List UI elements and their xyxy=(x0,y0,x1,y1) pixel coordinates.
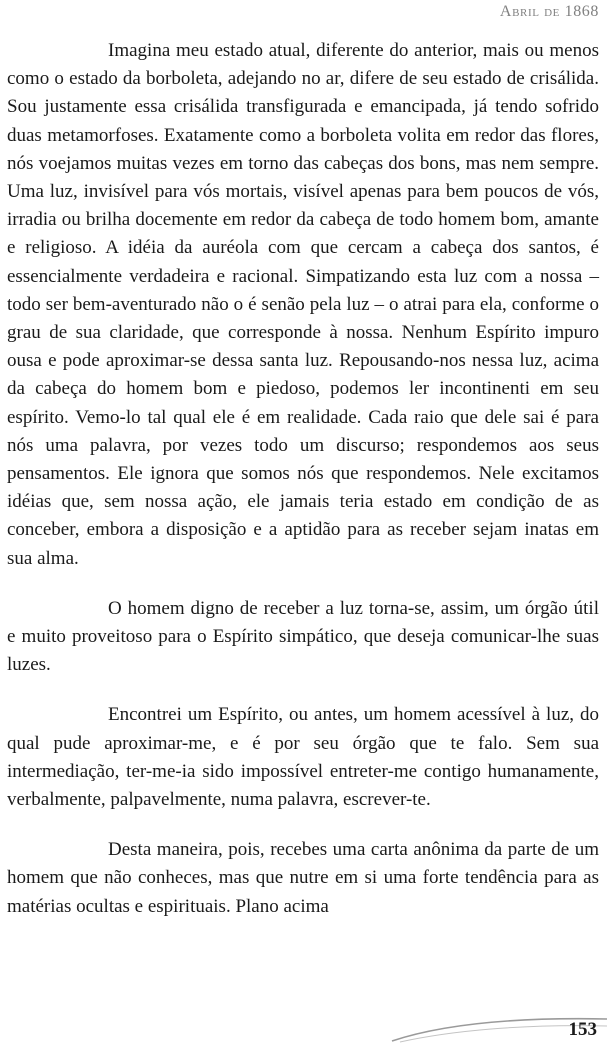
paragraph-1: Imagina meu estado atual, diferente do anterior, mais ou menos como o estado da borboleta, adejando no ar, difere de seu estado de crisálida. Sou justamente essa crisálida transfigurada e emancipada, já tendo sofrido duas metamorfoses. Exatamente como a borboleta volita em redor das flores, nós voejamos muitas vezes em torno das cabeças dos bons, mas nem sempre. Uma luz, invisível para vós mortais, visível apenas para bem poucos de vós, irradia ou brilha docemente em redor da cabeça de todo homem bom, amante e religioso. A idéia da auréola com que cercam a cabeça dos santos, é essencialmente verdadeira e racional. Simpatizando esta luz com a nossa – todo ser bem-aventurado não o é senão pela luz – o atrai para ela, conforme o grau de sua claridade, que corresponde à nossa. Nenhum Espírito impuro ousa e pode aproximar-se dessa santa luz. Repousando-nos nessa luz, acima da cabeça do homem bom e piedoso, podemos ler incontinenti em seu espírito. Vemo-lo tal qual ele é em realidade. Cada raio que dele sai é para nós uma palavra, por vezes todo um discurso; respondemos aos seus pensamentos. Ele ignora que somos nós que respondemos. Nele excitamos idéias que, sem nossa ação, ele jamais teria estado em condição de as conceber, embora a disposição e a aptidão para as receber sejam inatas em sua alma. xyxy=(7,40,599,569)
running-head: Abril de 1868 xyxy=(499,3,599,20)
paragraph-2: O homem digno de receber a luz torna-se, assim, um órgão útil e muito proveitoso para o Espírito simpático, que deseja comunicar-lhe suas luzes. xyxy=(7,597,599,676)
page-number: 153 xyxy=(568,1019,597,1040)
page-body xyxy=(7,37,599,921)
page-footer xyxy=(0,1011,607,1051)
paragraph-3: Encontrei um Espírito, ou antes, um homem acessível à luz, do qual pude aproximar-me, e é por seu órgão que te falo. Sem sua intermediação, ter-me-ia sido impossível entreter-me contigo humanamente, verbalmente, palpavelmente, numa palavra, escrever-te. xyxy=(7,704,599,811)
paragraph-4: Desta maneira, pois, recebes uma carta anônima da parte de um homem que não conheces, mas que nutre em si uma forte tendência para as matérias ocultas e espirituais. Plano acima xyxy=(7,839,599,917)
